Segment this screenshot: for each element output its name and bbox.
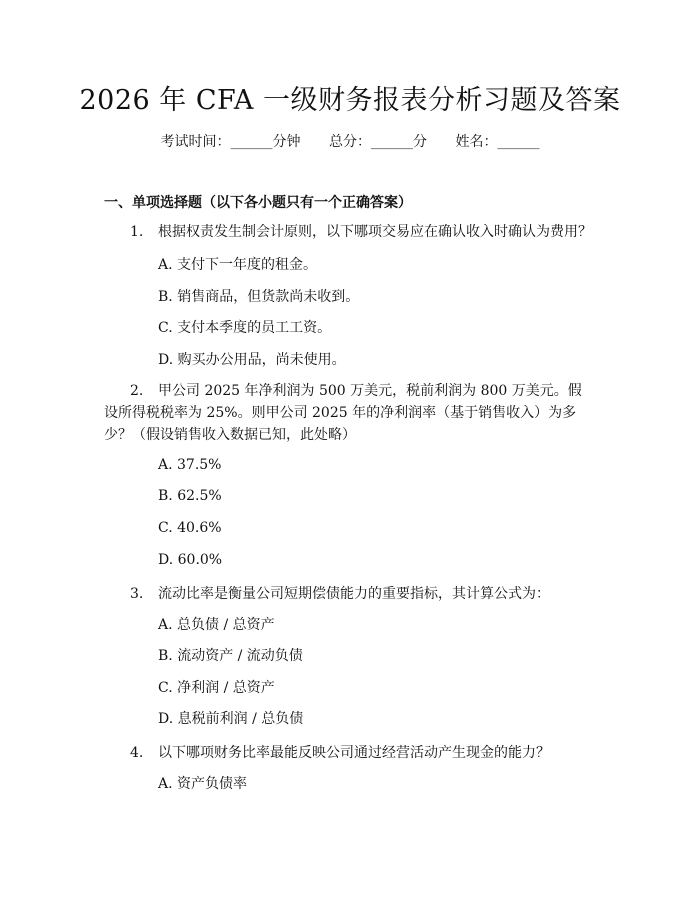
option-3c: C. 净利润 / 总资产: [158, 680, 275, 696]
question-text: 甲公司 2025 年净利润为 500 万美元，税前利润为 800 万美元。假设所得税税率为 25%。则甲公司 2025 年的净利润率（基于销售收入）为多少？（假设销售收入数据已知，此处略）: [104, 383, 582, 443]
option-2a: A. 37.5%: [158, 457, 222, 473]
question-1: [104, 221, 594, 243]
option-1a: A. 支付下一年度的租金。: [158, 257, 318, 273]
question-number: 1.: [130, 224, 144, 240]
option-2d: D. 60.0%: [158, 552, 223, 568]
question-text: 根据权责发生制会计原则，以下哪项交易应在确认收入时确认为费用？: [158, 224, 592, 240]
question-2: [104, 380, 594, 446]
question-3: [104, 583, 594, 605]
question-text: 以下哪项财务比率最能反映公司通过经营活动产生现金的能力？: [158, 745, 550, 761]
exam-info: [0, 131, 700, 151]
section-heading: 一、单项选择题（以下各小题只有一个正确答案）: [104, 195, 412, 211]
exam-time: 考试时间：______分钟: [160, 134, 301, 150]
option-1b: B. 销售商品，但货款尚未收到。: [158, 289, 360, 305]
option-1d: D. 购买办公用品，尚未使用。: [158, 352, 346, 368]
option-3a: A. 总负债 / 总资产: [158, 617, 275, 633]
document-title: 2026 年 CFA 一级财务报表分析习题及答案: [79, 85, 621, 116]
question-number: 4.: [130, 745, 144, 761]
exam-score: 总分：______分: [329, 134, 427, 150]
question-number: 2.: [130, 383, 144, 399]
option-2b: B. 62.5%: [158, 488, 222, 504]
question-text: 流动比率是衡量公司短期偿债能力的重要指标，其计算公式为：: [158, 586, 550, 602]
option-1c: C. 支付本季度的员工工资。: [158, 320, 332, 336]
option-4a: A. 资产负债率: [158, 776, 248, 792]
question-4: [104, 742, 594, 764]
question-number: 3.: [130, 586, 144, 602]
option-2c: C. 40.6%: [158, 520, 222, 536]
option-3b: B. 流动资产 / 流动负债: [158, 648, 303, 664]
option-3d: D. 息税前利润 / 总负债: [158, 711, 304, 727]
exam-name: 姓名：______: [455, 134, 540, 150]
